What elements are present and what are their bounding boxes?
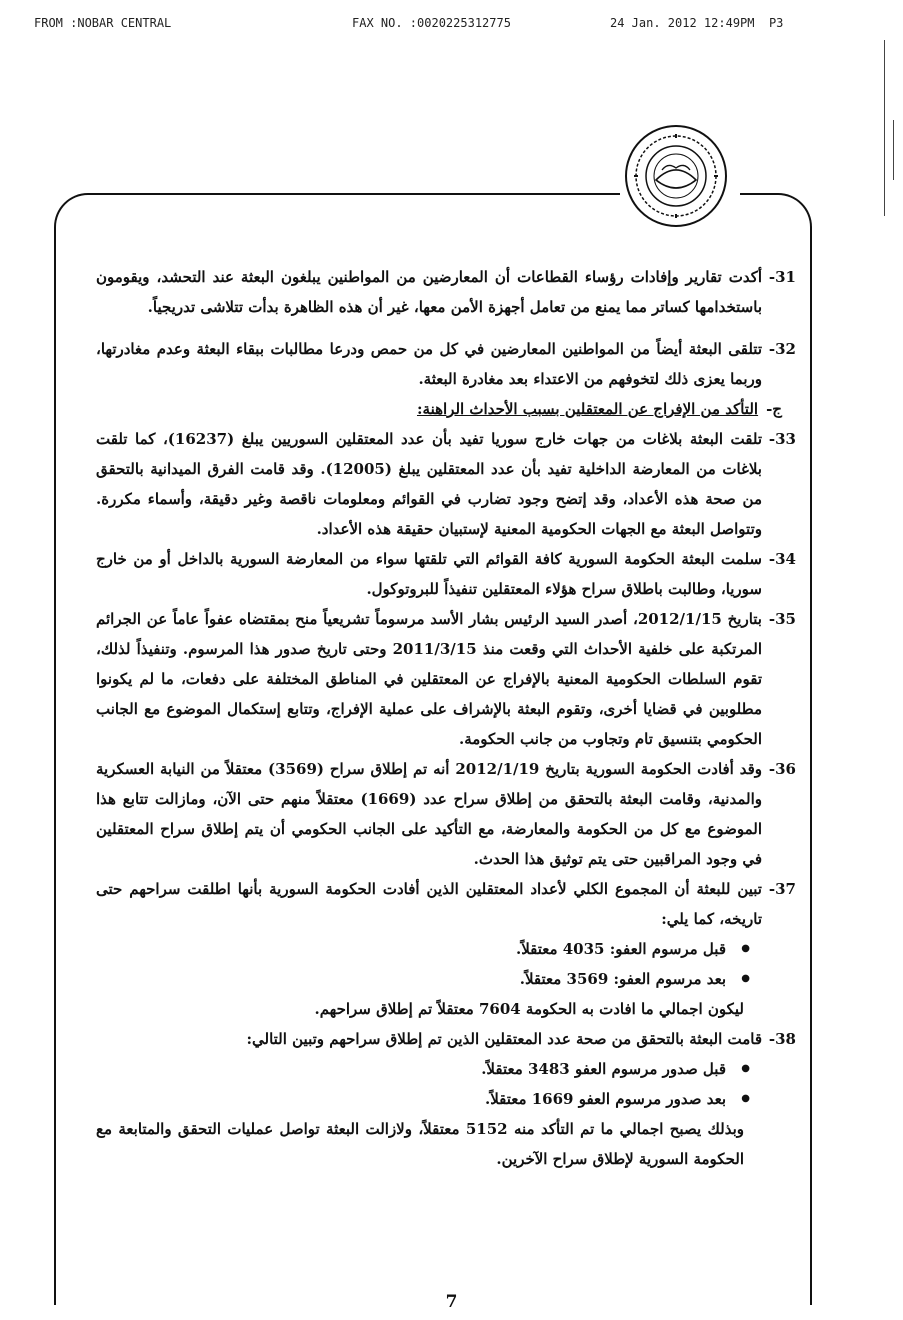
fax-header bbox=[34, 16, 814, 34]
fax-from: FROM :NOBAR CENTRAL bbox=[34, 16, 172, 30]
paragraph-text: أكدت تقارير وإفادات رؤساء القطاعات أن المعارضين من المواطنين يبلغون البعثة عند التحشد، ويقومون باستخدامها كساتر مما يمنع من تعامل أجهزة الأمن معها، غير أن هذه الظاهرة بدأت تتلاشى تدريجياً. bbox=[96, 268, 762, 316]
paragraph-number: 37- bbox=[768, 880, 796, 898]
paragraph-text: بتاريخ 2012/1/15، أصدر السيد الرئيس بشار الأسد مرسوماً تشريعياً منح بمقتضاه عفواً عاماً عن الجرائم المرتكبة على خلفية الأحداث التي وقعت منذ 2011/3/15 وحتى تاريخ صدور هذا المرسوم. وتنفيذاً لذلك، تقوم السلطات الحكومية المعنية بالإفراج عن المعتقلين في المناطق المختلفة على دفعات، ما لم يكونوا مطلوبين في قضايا أخرى، وتقوم البعثة بالإشراف على عملية الإفراج، وتتابع إستكمال الموضوع مع الجانب الحكومي بتنسيق تام وتجاوب من جانب الحكومة. bbox=[96, 610, 762, 748]
page-number: 7 bbox=[445, 1292, 458, 1312]
report-body bbox=[96, 262, 796, 1174]
paragraph-text: وقد أفادت الحكومة السورية بتاريخ 2012/1/19 أنه تم إطلاق سراح (3569) معتقلاً من النيابة العسكرية والمدنية، وقامت البعثة بالتحقق من إطلاق سراح عدد (1669) معتقلاً منهم حتى الآن، ومازالت تتابع هذا الموضوع مع كل من الحكومة والمعارضة، مع التأكيد على الجانب الحكومي أن يتم إطلاق سراح المعتقلين في وجود المراقبين حتى يتم توثيق هذا الحدث. bbox=[96, 760, 763, 868]
paragraph-32 bbox=[96, 334, 796, 394]
paragraph-34 bbox=[96, 544, 796, 604]
paragraph-number: 35- bbox=[768, 610, 796, 628]
released-detainees-list bbox=[96, 934, 796, 994]
fax-number: FAX NO. :0020225312775 bbox=[352, 16, 511, 30]
list-item: ● قبل صدور مرسوم العفو 3483 معتقلاً. bbox=[96, 1054, 726, 1084]
paragraph-number: 32- bbox=[768, 340, 796, 358]
scan-line bbox=[893, 120, 894, 180]
paragraph-text: تتلقى البعثة أيضاً من المواطنين المعارضين في كل من حمص ودرعا مطالبات ببقاء البعثة وعدم مغادرتها، وربما يعزى ذلك لتخوفهم من الاعتداء بعد مغادرة البعثة. bbox=[96, 340, 763, 388]
list-item: ● بعد مرسوم العفو: 3569 معتقلاً. bbox=[96, 964, 726, 994]
list-item: ● بعد صدور مرسوم العفو 1669 معتقلاً. bbox=[96, 1084, 726, 1114]
paragraph-33 bbox=[96, 424, 796, 544]
section-heading-c bbox=[96, 394, 796, 424]
paragraph-number: 36- bbox=[768, 760, 796, 778]
paragraph-number: 31- bbox=[768, 268, 796, 286]
verified-detainees-list bbox=[96, 1054, 796, 1114]
paragraph-35 bbox=[96, 604, 796, 754]
arab-league-seal-logo bbox=[622, 120, 730, 230]
paragraph-31 bbox=[96, 262, 796, 322]
paragraph-text: سلمت البعثة الحكومة السورية كافة القوائم التي تلقتها سواء من المعارضة السورية بالداخل أو من خارج سوريا، وطالبت باطلاق سراح هؤلاء المعتقلين تنفيذاً للبروتوكول. bbox=[96, 550, 762, 598]
paragraph-number: 33- bbox=[768, 430, 796, 448]
paragraph-38-total: وبذلك يصبح اجمالي ما تم التأكد منه 5152 معتقلاً، ولازالت البعثة تواصل عمليات التحقق والمتابعة مع الحكومة السورية لإطلاق سراح الآخرين. bbox=[96, 1120, 744, 1168]
paragraph-text: تبين للبعثة أن المجموع الكلي لأعداد المعتقلين الذين أفادت الحكومة السورية بأنها اطلقت سراحهم حتى تاريخه، كما يلي: bbox=[96, 880, 762, 928]
paragraph-text: قامت البعثة بالتحقق من صحة عدد المعتقلين الذين تم إطلاق سراحهم وتبين التالي: bbox=[246, 1030, 762, 1048]
paragraph-37 bbox=[96, 874, 796, 934]
paragraph-38 bbox=[96, 1024, 796, 1054]
paragraph-36 bbox=[96, 754, 796, 874]
fax-datetime: 24 Jan. 2012 12:49PM P3 bbox=[610, 16, 784, 30]
paragraph-text: تلقت البعثة بلاغات من جهات خارج سوريا تفيد بأن عدد المعتقلين السوريين يبلغ (16237)، كما تلقت بلاغات من المعارضة الداخلية تفيد بأن عدد المعتقلين يبلغ (12005). وقد قامت الفرق الميدانية بالتحقق من صحة هذه الأعداد، وقد إتضح وجود تضارب في القوائم ومعلومات ناقصة وغير دقيقة، وأسماء مكررة. وتتواصل البعثة مع الجهات الحكومية المعنية لإستبيان حقيقة هذه الأعداد. bbox=[96, 430, 762, 538]
scan-line bbox=[884, 40, 885, 216]
paragraph-number: 34- bbox=[768, 550, 796, 568]
section-title: التأكد من الإفراج عن المعتقلين بسبب الأحداث الراهنة: bbox=[416, 400, 759, 418]
list-item: ● قبل مرسوم العفو: 4035 معتقلاً. bbox=[96, 934, 726, 964]
paragraph-number: 38- bbox=[768, 1030, 796, 1048]
paragraph-37-total: ليكون اجمالي ما افادت به الحكومة 7604 معتقلاً تم إطلاق سراحهم. bbox=[314, 1000, 744, 1018]
section-letter: ج- bbox=[766, 400, 782, 418]
seal-icon bbox=[622, 120, 730, 230]
